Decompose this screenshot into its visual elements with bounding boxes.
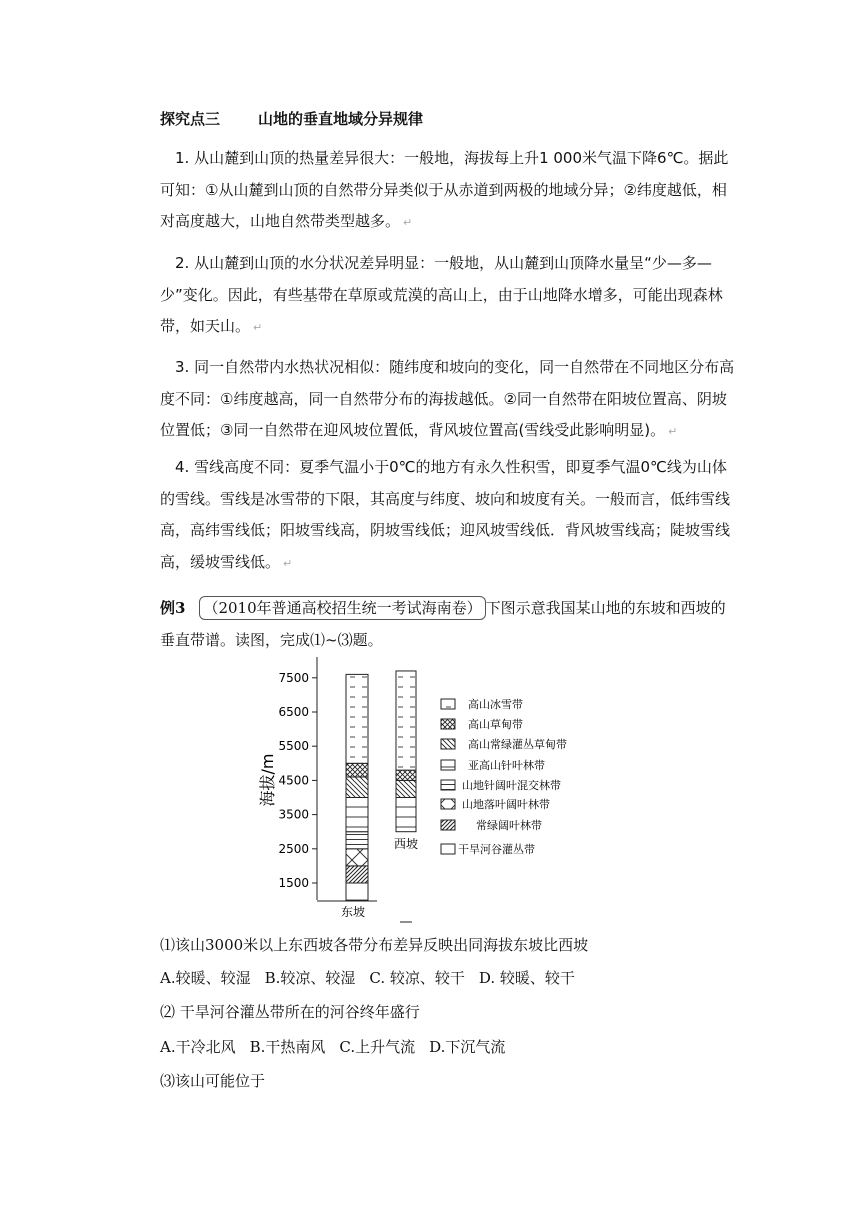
y-tick-label: 1500 [278,876,309,890]
section-label: 探究点三 [160,110,221,128]
y-axis-label: 海拔/m [258,753,277,807]
question-1-options [160,967,589,988]
y-tick-label: 7500 [278,670,309,685]
zone-band [346,798,368,832]
legend-swatch [441,780,455,790]
paragraph-1: 1. 从山麓到山顶的热量差异很大：一般地，海拔每上升1 000米气温下降6℃。据此可知：①从山麓到山顶的自然带分异类似于从赤道到两极的地域分异；②纬度越低，相对高度越大，山地自然带类型越多。 ↵ [160,149,729,230]
zone-band [396,770,416,780]
section-heading [160,108,423,129]
return-mark-icon: ↵ [668,425,678,438]
example-text: 下图示意我国某山地的东坡和西坡的垂直带谱。读图，完成⑴~⑶题。 [160,599,726,649]
return-mark-icon: ↵ [283,556,293,570]
option-b: B.较凉、较湿 [264,969,356,987]
zone-band [346,674,368,763]
example-label: 例3 [160,599,186,617]
zone-band [396,798,416,832]
zone-band [396,780,416,797]
zone-band [346,832,368,849]
paragraph-3: 3. 同一自然带内水热状况相似：随纬度和坡向的变化，同一自然带在不同地区分布高度不同：①纬度越高，同一自然带分布的海拔越低。②同一自然带在阳坡位置高、阴坡位置低；③同一自然带在迎风坡位置低，背风坡位置高(雪线受此影响明显)。 ↵ [160,358,735,439]
legend-label: 高山常绿灌丛草甸带 [468,738,567,751]
legend-label: 亚高山针叶林带 [468,759,545,772]
legend-label: 常绿阔叶林带 [476,819,542,832]
question-3: ⑶该山可能位于 [160,1072,266,1090]
legend-swatch [441,760,455,770]
zone-band [346,866,368,883]
y-tick-label: 3500 [278,807,309,822]
zone-band [346,763,368,777]
option-c: C. 较凉、较干 [369,969,465,987]
legend-label: 高山草甸带 [468,718,523,731]
legend-swatch [441,699,455,709]
example-intro [160,593,740,656]
option-d: D. 较暖、较干 [478,969,575,987]
legend-swatch [441,739,455,749]
paragraph-4: 4. 雪线高度不同：夏季气温小于0℃的地方有永久性积雪，即夏季气温0℃线为山体的雪线。雪线是冰雪带的下限，其高度与纬度、坡向和坡度有关。一般而言，低纬雪线高，高纬雪线低；阳坡雪线高，阴坡雪线低；迎风坡雪线低．背风坡雪线高；陡坡雪线高，缓坡雪线低。 ↵ [160,458,731,571]
legend-swatch [441,820,455,830]
east-slope-label: 东坡 [340,905,366,919]
vertical-zonation-figure [0,652,860,932]
example-source: （2010年普通高校招生统一考试海南卷） [199,596,485,620]
legend-swatch [441,844,455,854]
legend-label: 干旱河谷灌丛带 [458,843,535,856]
y-axis-ticks [278,671,317,890]
option-a: A.较暖、较湿 [160,969,251,987]
zone-band [346,883,368,900]
y-tick-label: 6500 [278,705,309,719]
west-slope-label: 西坡 [393,837,419,851]
paragraph-2: 2. 从山麓到山顶的水分状况差异明显：一般地，从山麓到山顶降水量呈“少—多—少”变化。因此，有些基带在草原或荒漠的高山上，由于山地降水增多，可能出现森林带，如天山。 ↵ [160,254,723,335]
zone-band [346,777,368,798]
question-2: ⑵ 干旱河谷灌丛带所在的河谷终年盛行 [160,1003,420,1021]
figure-legend [441,697,567,856]
option-a: A.干冷北风 [160,1038,236,1056]
question-1: ⑴该山3000米以上东西坡各带分布差异反映出同海拔东坡比西坡 [160,936,589,954]
return-mark-icon: ↵ [253,321,263,334]
west-slope-column [396,671,416,832]
zone-band [396,671,416,770]
legend-swatch [441,799,455,809]
question-2-options [160,1036,519,1057]
option-d: D.下沉气流 [429,1038,506,1056]
east-slope-column [346,674,368,900]
y-tick-label: 4500 [278,773,309,788]
legend-swatch [441,719,455,729]
zone-band [346,849,368,866]
section-title: 山地的垂直地域分异规律 [258,110,424,128]
legend-label: 高山冰雪带 [468,698,523,711]
legend-label: 山地落叶阔叶林带 [462,798,550,811]
return-mark-icon: ↵ [403,216,413,229]
y-tick-label: 2500 [278,841,309,856]
option-c: C.上升气流 [339,1038,416,1056]
legend-label: 山地针阔叶混交林带 [462,779,561,792]
y-tick-label: 5500 [278,739,309,754]
option-b: B.干热南风 [249,1038,326,1056]
